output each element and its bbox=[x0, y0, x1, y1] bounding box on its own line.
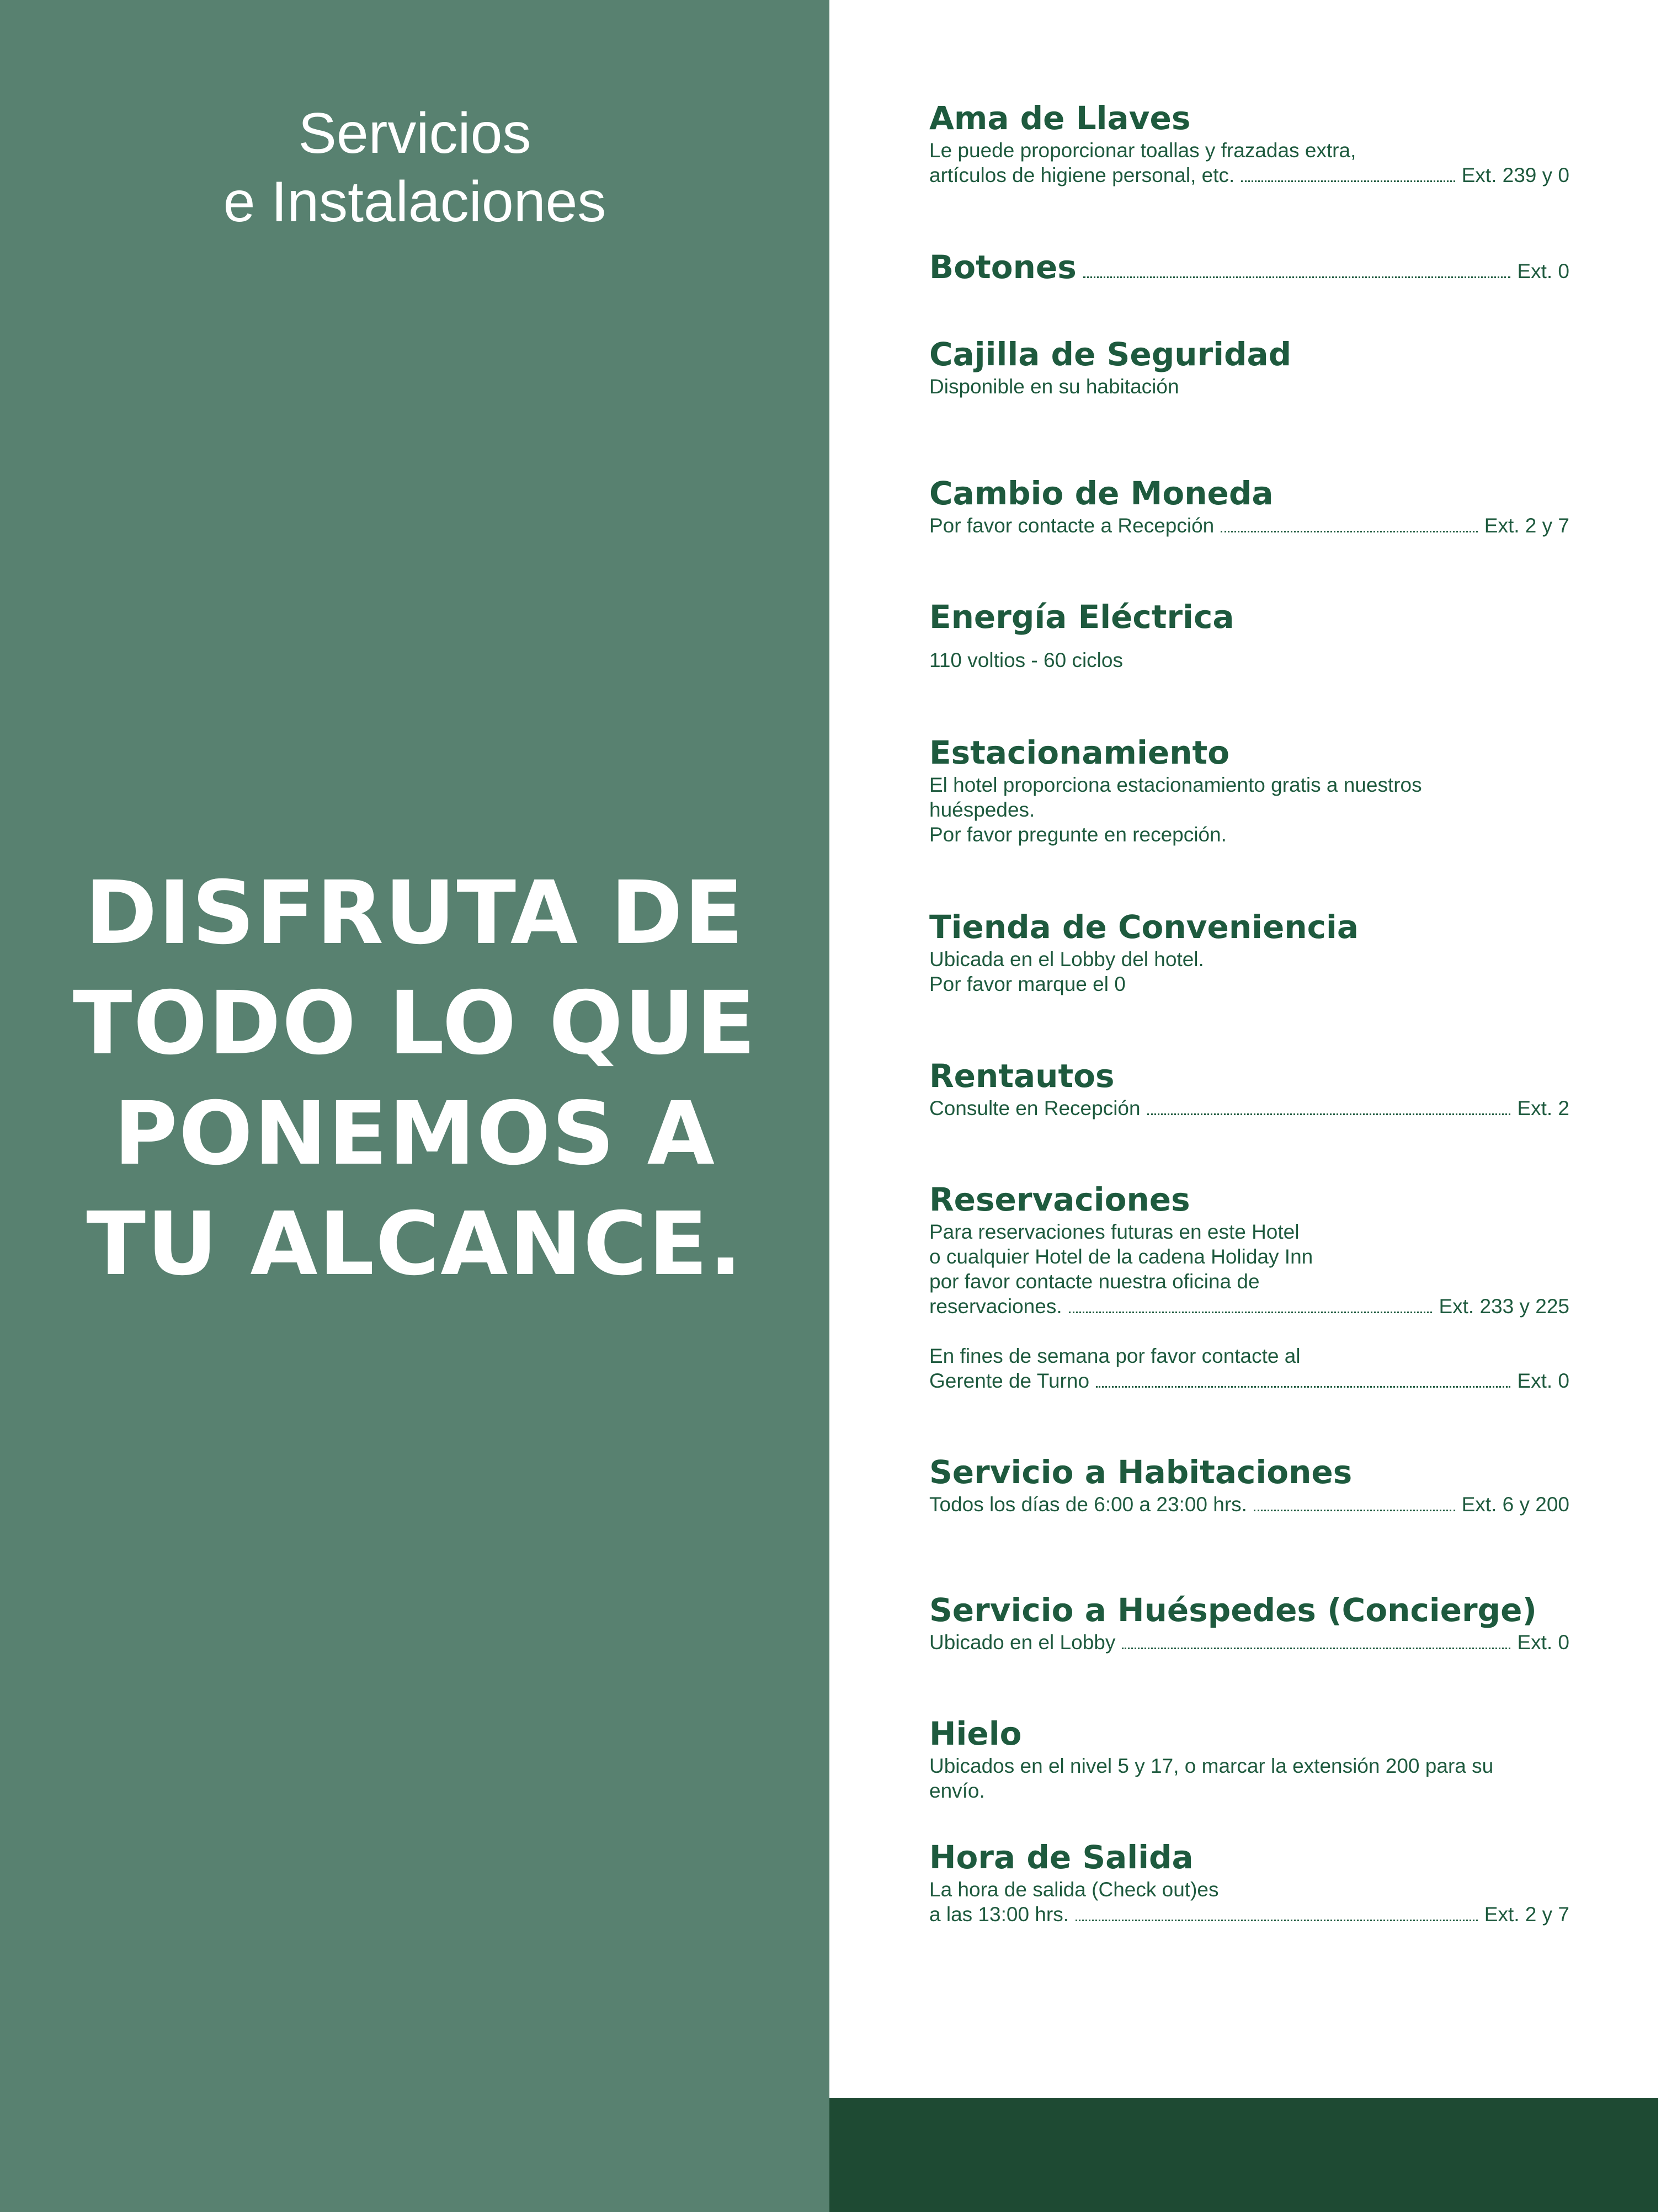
service-ama-de-llaves bbox=[929, 98, 1569, 188]
dot-leader bbox=[1076, 1919, 1478, 1921]
dot-leader bbox=[1122, 1647, 1510, 1649]
service-description: Ubicada en el Lobby del hotel. bbox=[929, 948, 1204, 971]
service-description: Por favor contacte a Recepción bbox=[929, 514, 1215, 537]
service-extension: Ext. 0 bbox=[1517, 1369, 1569, 1392]
service-description: Por favor marque el 0 bbox=[929, 973, 1126, 995]
slogan-line-4: TU ALCANCE. bbox=[86, 1193, 743, 1295]
service-title: Ama de Llaves bbox=[929, 99, 1191, 137]
service-description: Le puede proporcionar toallas y frazadas extra, bbox=[929, 139, 1356, 162]
service-description: Ubicados en el nivel 5 y 17, o marcar la extensión 200 para su bbox=[929, 1755, 1494, 1777]
service-extension-row bbox=[929, 1368, 1569, 1393]
service-hielo bbox=[929, 1714, 1569, 1803]
service-extension: Ext. 233 y 225 bbox=[1439, 1295, 1569, 1318]
service-description: por favor contacte nuestra oficina de bbox=[929, 1270, 1260, 1293]
service-description: Ubicado en el Lobby bbox=[929, 1631, 1116, 1654]
service-description: En fines de semana por favor contacte al bbox=[929, 1345, 1301, 1367]
service-extension-row bbox=[929, 1630, 1569, 1655]
service-title: Reservaciones bbox=[929, 1181, 1190, 1218]
dot-leader bbox=[1083, 276, 1511, 278]
dot-leader bbox=[1241, 180, 1455, 182]
page-edge bbox=[1658, 0, 1661, 2212]
slogan-line-3: PONEMOS A bbox=[114, 1083, 716, 1185]
dot-leader bbox=[1254, 1509, 1455, 1511]
service-title: Rentautos bbox=[929, 1057, 1115, 1095]
service-energia-electrica bbox=[929, 597, 1569, 673]
slogan-line-1: DISFRUTA DE bbox=[84, 862, 745, 964]
service-description: reservaciones. bbox=[929, 1295, 1062, 1318]
service-description: Disponible en su habitación bbox=[929, 375, 1179, 398]
service-extension-row bbox=[929, 1492, 1569, 1517]
service-description: Todos los días de 6:00 a 23:00 hrs. bbox=[929, 1493, 1247, 1516]
dot-leader bbox=[1069, 1311, 1433, 1313]
service-description: El hotel proporciona estacionamiento gratis a nuestros bbox=[929, 774, 1422, 796]
service-extension: Ext. 0 bbox=[1517, 260, 1569, 283]
service-extension-row bbox=[929, 1096, 1569, 1121]
service-botones bbox=[929, 247, 1569, 287]
service-extension: Ext. 239 y 0 bbox=[1461, 164, 1569, 186]
slogan-line-2: TODO LO QUE bbox=[72, 973, 757, 1074]
service-cajilla-de-seguridad bbox=[929, 334, 1569, 399]
service-title: Botones bbox=[929, 248, 1077, 286]
service-description: La hora de salida (Check out)es bbox=[929, 1878, 1219, 1901]
service-title: Tienda de Conveniencia bbox=[929, 908, 1359, 946]
service-description: o cualquier Hotel de la cadena Holiday Inn bbox=[929, 1245, 1313, 1268]
service-description: Por favor pregunte en recepción. bbox=[929, 823, 1227, 846]
service-extension: Ext. 0 bbox=[1517, 1631, 1569, 1654]
service-extension: Ext. 2 y 7 bbox=[1484, 514, 1569, 537]
page-title-line-2: e Instalaciones bbox=[223, 170, 606, 234]
service-extension-row bbox=[929, 1294, 1569, 1319]
service-extension-row bbox=[929, 1902, 1569, 1927]
service-servicio-a-habitaciones bbox=[929, 1452, 1569, 1517]
bottom-bar bbox=[829, 2098, 1661, 2212]
service-extension-row bbox=[929, 513, 1569, 538]
service-description: artículos de higiene personal, etc. bbox=[929, 164, 1235, 186]
service-description: Gerente de Turno bbox=[929, 1369, 1090, 1392]
service-title: Hora de Salida bbox=[929, 1838, 1194, 1876]
service-rentautos bbox=[929, 1056, 1569, 1121]
service-title: Cajilla de Seguridad bbox=[929, 335, 1292, 373]
service-extension: Ext. 2 bbox=[1517, 1097, 1569, 1120]
service-cambio-de-moneda bbox=[929, 473, 1569, 538]
service-title: Servicio a Habitaciones bbox=[929, 1453, 1353, 1491]
service-description: Consulte en Recepción bbox=[929, 1097, 1141, 1120]
service-description: envío. bbox=[929, 1779, 985, 1802]
service-estacionamiento bbox=[929, 733, 1569, 847]
page-title-line-1: Servicios bbox=[298, 102, 531, 166]
service-description: huéspedes. bbox=[929, 798, 1035, 821]
dot-leader bbox=[1221, 530, 1478, 532]
service-title: Servicio a Huéspedes (Concierge) bbox=[929, 1591, 1537, 1629]
service-title: Estacionamiento bbox=[929, 734, 1230, 771]
service-description: 110 voltios - 60 ciclos bbox=[929, 649, 1123, 671]
service-description: Para reservaciones futuras en este Hotel bbox=[929, 1220, 1300, 1243]
service-title: Energía Eléctrica bbox=[929, 598, 1234, 636]
service-title: Cambio de Moneda bbox=[929, 475, 1274, 512]
service-concierge bbox=[929, 1590, 1569, 1655]
service-extension: Ext. 6 y 200 bbox=[1461, 1493, 1569, 1516]
service-description: a las 13:00 hrs. bbox=[929, 1903, 1069, 1926]
service-extension-row bbox=[929, 247, 1569, 287]
slogan bbox=[0, 858, 829, 1299]
service-title: Hielo bbox=[929, 1715, 1022, 1752]
service-hora-de-salida bbox=[929, 1837, 1569, 1927]
page-title bbox=[0, 99, 829, 236]
service-extension-row bbox=[929, 163, 1569, 188]
service-extension: Ext. 2 y 7 bbox=[1484, 1903, 1569, 1926]
service-reservaciones bbox=[929, 1180, 1569, 1393]
service-tienda-de-conveniencia bbox=[929, 907, 1569, 996]
dot-leader bbox=[1147, 1113, 1511, 1115]
dot-leader bbox=[1096, 1385, 1510, 1388]
